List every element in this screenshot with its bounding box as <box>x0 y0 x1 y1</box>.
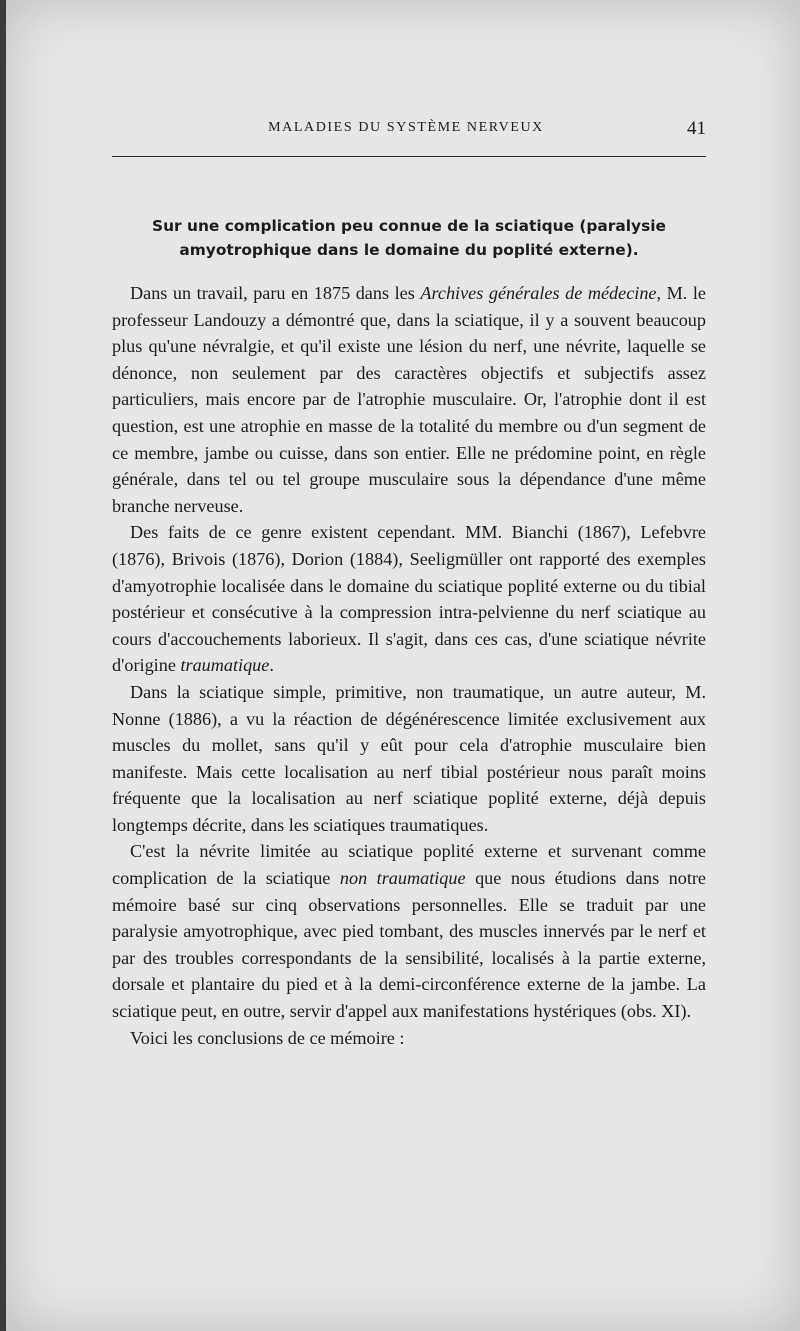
paragraph-2 <box>112 519 706 679</box>
article-title <box>112 214 706 262</box>
article-title-line-1: Sur une complication peu connue de la sciatique (paralysie <box>152 217 666 235</box>
header-rule <box>112 156 706 157</box>
article-body <box>112 280 706 1051</box>
article-title-line-2: amyotrophique dans le domaine du poplité externe). <box>179 241 639 259</box>
paragraph-4-text-c: que nous étudions dans notre mémoire basé sur cinq observations personnelles. Elle se traduit par une paralysie amyotrophique, avec pied tombant, des muscles innervés par le nerf et par des troubles correspondants de la sensibilité, localisés à la partie externe, dorsale et plantaire du pied et à la demi-circonférence externe de la jambe. La sciatique peut, en outre, servir d'appel aux manifestations hystériques (obs. XI). <box>112 868 707 1022</box>
paragraph-2-emphasis: traumatique <box>180 655 270 676</box>
paragraph-4 <box>112 838 706 1024</box>
journal-title: Archives générales de médecine <box>420 283 657 303</box>
paragraph-2-text-c: . <box>269 655 274 676</box>
book-page <box>6 0 800 1331</box>
paragraph-1-text-c: , M. le professeur Landouzy a démontré que, dans la sciatique, il y a souvent beaucoup plus qu'une névralgie, et qu'il existe une lésion du nerf, une névrite, laquelle se dénonce, non seulement par des caractères objectifs et subjectifs assez particuliers, mais encore par de l'atrophie musculaire. Or, l'atrophie dont il est question, est une atrophie en masse de la totalité du membre ou d'un segment de ce membre, jambe ou cuisse, dans son entier. Elle ne prédomine point, en règle générale, dans tel ou tel groupe musculaire sous la dépendance d'une même branche nerveuse. <box>112 283 706 516</box>
paragraph-5: Voici les conclusions de ce mémoire : <box>130 1027 405 1048</box>
running-header <box>106 118 706 142</box>
paragraph-1-text-a: Dans un travail, paru en 1875 dans les <box>130 283 421 303</box>
paragraph-4-emphasis: non traumatique <box>339 868 466 889</box>
paragraph-1 <box>112 280 706 519</box>
paragraph-2-text-a: Des faits de ce genre existent cependant. MM. Bianchi (1867), Lefebvre (1876), Brivois (1876), Dorion (1884), Seeligmüller ont rapporté des exemples d'amyotrophie localisée dans le domaine du sciatique poplité externe ou du tibial postérieur et consécutive à la compression intra-pelvienne du nerf sciatique au cours d'accouchements laborieux. Il s'agit, dans ces cas, d'une sciatique névrite d'origine <box>112 522 706 676</box>
running-title: MALADIES DU SYSTÈME NERVEUX <box>268 120 544 135</box>
page-number: 41 <box>687 118 706 139</box>
paragraph-4-text-a: C'est la névrite limitée au sciatique poplité externe et survenant comme complication de la sciatique <box>112 841 706 889</box>
paragraph-3: Dans la sciatique simple, primitive, non traumatique, un autre auteur, M. Nonne (1886), a vu la réaction de dégénérescence limitée exclusivement aux muscles du mollet, sans qu'il y eût pour cela d'atrophie musculaire bien manifeste. Mais cette localisation au nerf tibial postérieur nous paraît moins fréquente que la localisation au nerf sciatique poplité externe, déjà depuis longtemps décrite, dans les sciatiques traumatiques. <box>112 681 706 835</box>
